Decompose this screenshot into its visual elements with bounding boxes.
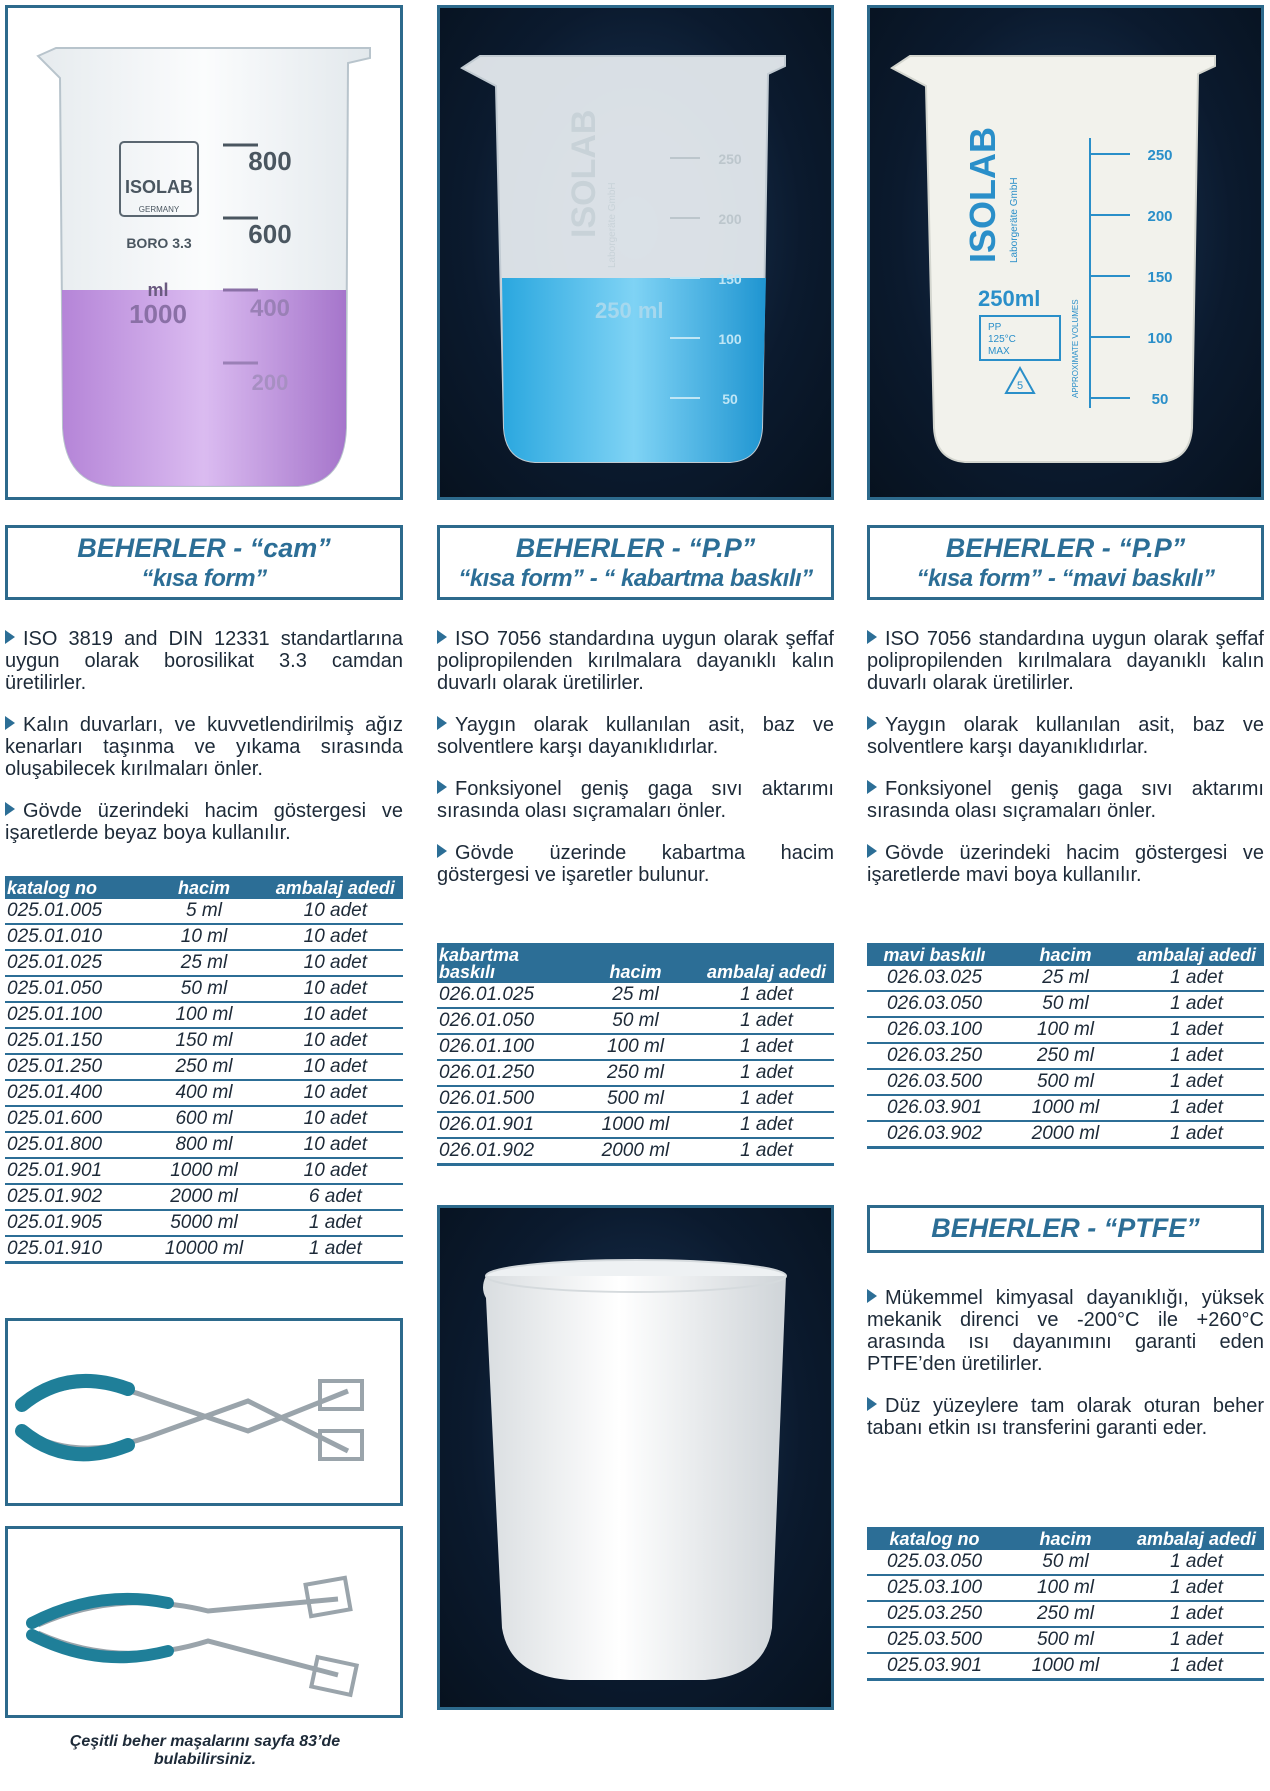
package-cell: 1 adet	[1129, 1043, 1264, 1069]
pp-blue-mark-50: 50	[1151, 391, 1169, 408]
catalog-cell: 025.01.100	[5, 1002, 140, 1028]
col-header-volume: hacim	[572, 943, 699, 983]
volume-cell: 100 ml	[572, 1034, 699, 1060]
volume-cell: 250 ml	[1002, 1043, 1129, 1069]
pp-mark-250: 250	[718, 151, 742, 167]
catalog-cell: 026.01.100	[437, 1034, 572, 1060]
bullet-item: ISO 7056 standardına uygun olarak şeffaf polipropilenden kırılmalara dayanıklı kalın duvarlı olarak üretilirler.	[867, 628, 1264, 694]
pp-blue-temp: 125°C	[988, 334, 1016, 345]
catalog-cell: 026.03.901	[867, 1095, 1002, 1121]
pp-blue-catalog-table	[867, 943, 1264, 1149]
bullet-item: Kalın duvarları, ve kuvvetlendirilmiş ağız kenarları taşınma ve yıkama sırasında oluşabilecek kırılmaları önler.	[5, 714, 403, 780]
table-row	[867, 1575, 1264, 1601]
arrow-icon	[5, 802, 15, 816]
package-cell: 1 adet	[1129, 1601, 1264, 1627]
ptfe-beaker-photo	[437, 1205, 834, 1710]
catalog-cell: 026.03.500	[867, 1069, 1002, 1095]
ptfe-title: BEHERLER - “PTFE”	[931, 1213, 1200, 1243]
catalog-cell: 026.01.250	[437, 1060, 572, 1086]
catalog-cell: 025.01.150	[5, 1028, 140, 1054]
table-row	[5, 924, 403, 950]
bullet-item: Gövde üzerinde kabartma hacim göstergesi ve işaretler bulunur.	[437, 842, 834, 886]
catalog-cell: 026.03.250	[867, 1043, 1002, 1069]
package-cell: 10 adet	[268, 950, 403, 976]
glass-beaker-illustration	[8, 8, 400, 497]
col-header-volume: hacim	[1002, 1527, 1129, 1550]
glass-beaker-catalog-table	[5, 876, 403, 1264]
package-cell: 1 adet	[699, 983, 834, 1008]
package-cell: 1 adet	[1129, 1575, 1264, 1601]
package-cell: 1 adet	[1129, 991, 1264, 1017]
beaker-tongs-photo-1	[5, 1318, 403, 1506]
bullet-item: Fonksiyonel geniş gaga sıvı aktarımı sırasında olası sıçramaları önler.	[437, 778, 834, 822]
catalog-cell: 026.01.500	[437, 1086, 572, 1112]
pp-blue-bullets	[867, 628, 1264, 906]
tongs-illustration	[8, 1529, 400, 1715]
arrow-icon	[867, 1397, 877, 1411]
package-cell: 1 adet	[1129, 1017, 1264, 1043]
volume-cell: 500 ml	[572, 1086, 699, 1112]
table-row	[437, 1086, 834, 1112]
table-row	[437, 1008, 834, 1034]
volume-cell: 150 ml	[140, 1028, 267, 1054]
volume-cell: 25 ml	[1002, 966, 1129, 991]
package-cell: 10 adet	[268, 1132, 403, 1158]
pp-blue-mark-100: 100	[1147, 330, 1173, 347]
arrow-icon	[437, 844, 447, 858]
catalog-cell: 026.01.050	[437, 1008, 572, 1034]
package-cell: 1 adet	[1129, 966, 1264, 991]
catalog-cell: 026.01.901	[437, 1112, 572, 1138]
ptfe-title-box	[867, 1205, 1264, 1253]
pp-blue-material: PP	[988, 322, 1002, 333]
package-cell: 1 adet	[699, 1138, 834, 1165]
table-row	[5, 1158, 403, 1184]
volume-cell: 10 ml	[140, 924, 267, 950]
package-cell: 1 adet	[1129, 1069, 1264, 1095]
catalog-cell: 026.03.025	[867, 966, 1002, 991]
table-row	[867, 991, 1264, 1017]
table-row	[5, 899, 403, 924]
tongs-reference-note: Çeşitli beher maşalarını sayfa 83’de bulabilirsiniz.	[69, 1733, 341, 1768]
package-cell: 10 adet	[268, 1158, 403, 1184]
volume-cell: 100 ml	[1002, 1575, 1129, 1601]
package-cell: 10 adet	[268, 1054, 403, 1080]
volume-cell: 100 ml	[140, 1002, 267, 1028]
package-cell: 10 adet	[268, 1080, 403, 1106]
table-row	[867, 1043, 1264, 1069]
volume-cell: 250 ml	[572, 1060, 699, 1086]
volume-cell: 500 ml	[1002, 1627, 1129, 1653]
table-header-row	[437, 943, 834, 983]
bullet-item: Gövde üzerindeki hacim göstergesi ve işaretlerde mavi boya kullanılır.	[867, 842, 1264, 886]
catalog-cell: 025.01.010	[5, 924, 140, 950]
table-row	[867, 966, 1264, 991]
package-cell: 1 adet	[699, 1008, 834, 1034]
arrow-icon	[867, 780, 877, 794]
pp-blue-print-beaker-photo	[867, 5, 1264, 500]
pp-blue-table-body	[867, 966, 1264, 1148]
catalog-cell: 025.03.250	[867, 1601, 1002, 1627]
volume-cell: 250 ml	[140, 1054, 267, 1080]
catalog-cell: 025.03.500	[867, 1627, 1002, 1653]
beaker-unit-text: ml	[147, 280, 169, 300]
arrow-icon	[867, 630, 877, 644]
table-row	[5, 1106, 403, 1132]
arrow-icon	[867, 1289, 877, 1303]
table-header-row	[867, 943, 1264, 966]
arrow-icon	[5, 716, 15, 730]
table-row	[5, 1054, 403, 1080]
volume-cell: 250 ml	[1002, 1601, 1129, 1627]
pp-blue-mark-250: 250	[1147, 147, 1173, 164]
glass-beaker-table-body	[5, 899, 403, 1263]
table-row	[5, 976, 403, 1002]
arrow-icon	[867, 844, 877, 858]
volume-cell: 5 ml	[140, 899, 267, 924]
arrow-icon	[437, 630, 447, 644]
catalog-cell: 026.03.050	[867, 991, 1002, 1017]
volume-cell: 1000 ml	[140, 1158, 267, 1184]
glass-beaker-title-box	[5, 525, 403, 600]
catalog-cell: 025.03.100	[867, 1575, 1002, 1601]
volume-cell: 50 ml	[1002, 1550, 1129, 1575]
arrow-icon	[437, 780, 447, 794]
package-cell: 10 adet	[268, 1002, 403, 1028]
volume-cell: 10000 ml	[140, 1236, 267, 1263]
volume-cell: 1000 ml	[572, 1112, 699, 1138]
package-cell: 1 adet	[1129, 1627, 1264, 1653]
catalog-cell: 025.01.902	[5, 1184, 140, 1210]
col-header-package: ambalaj adedi	[1129, 1527, 1264, 1550]
table-header-row	[5, 876, 403, 899]
package-cell: 1 adet	[699, 1060, 834, 1086]
catalog-cell: 026.03.100	[867, 1017, 1002, 1043]
beaker-brand-text: ISOLAB	[124, 177, 194, 197]
package-cell: 1 adet	[268, 1236, 403, 1263]
table-row	[437, 1138, 834, 1165]
pp-blue-max: MAX	[988, 346, 1010, 357]
bullet-item: Düz yüzeylere tam olarak oturan beher tabanı etkin ısı transferini garanti eder.	[867, 1395, 1264, 1439]
pp-blue-maker: Laborgeräte GmbH	[1009, 177, 1020, 263]
glass-beaker-bullets	[5, 628, 403, 864]
pp-blue-subtitle: “kısa form” - “mavi baskılı”	[916, 565, 1215, 592]
bullet-item: Mükemmel kimyasal dayanıklığı, yüksek mekanik direnci ve -200°C ile +260°C arasında ısı dayanımını garanti eden PTFE’den üretilirler.	[867, 1287, 1264, 1375]
pp-blue-capacity: 250ml	[978, 286, 1041, 311]
package-cell: 6 adet	[268, 1184, 403, 1210]
beaker-capacity-text: 1000	[129, 299, 187, 329]
table-row	[867, 1601, 1264, 1627]
table-row	[867, 1627, 1264, 1653]
package-cell: 10 adet	[268, 924, 403, 950]
pp-embossed-beaker-photo	[437, 5, 834, 500]
package-cell: 1 adet	[1129, 1653, 1264, 1680]
beaker-mark-800: 800	[248, 146, 292, 176]
volume-cell: 1000 ml	[1002, 1653, 1129, 1680]
beaker-mark-200: 200	[251, 370, 289, 395]
pp-blue-title: BEHERLER - “P.P”	[945, 533, 1186, 563]
catalog-cell: 026.01.902	[437, 1138, 572, 1165]
table-row	[5, 1132, 403, 1158]
beaker-material-text: BORO 3.3	[126, 235, 192, 251]
pp-beaker-maker: Laborgeräte GmbH	[607, 182, 618, 268]
col-header-volume: hacim	[1002, 943, 1129, 966]
beaker-mark-400: 400	[249, 295, 291, 322]
pp-blue-title-box	[867, 525, 1264, 600]
bullet-item: Yaygın olarak kullanılan asit, baz ve solventlere karşı dayanıklıdırlar.	[437, 714, 834, 758]
table-row	[5, 1184, 403, 1210]
volume-cell: 50 ml	[140, 976, 267, 1002]
table-row	[5, 1028, 403, 1054]
bullet-item: Fonksiyonel geniş gaga sıvı aktarımı sırasında olası sıçramaları önler.	[867, 778, 1264, 822]
pp-blue-mark-200: 200	[1147, 208, 1173, 225]
table-row	[867, 1121, 1264, 1148]
pp-embossed-catalog-table	[437, 943, 834, 1166]
table-row	[5, 1210, 403, 1236]
table-row	[867, 1550, 1264, 1575]
package-cell: 1 adet	[1129, 1095, 1264, 1121]
package-cell: 1 adet	[1129, 1121, 1264, 1148]
catalog-cell: 025.01.050	[5, 976, 140, 1002]
pp-mark-150: 150	[718, 271, 742, 287]
pp-blue-recycle: 5	[1016, 380, 1024, 392]
col-header-catalog: mavi baskılı	[867, 943, 1002, 966]
catalog-cell: 025.01.025	[5, 950, 140, 976]
package-cell: 1 adet	[1129, 1550, 1264, 1575]
catalog-cell: 025.01.250	[5, 1054, 140, 1080]
package-cell: 1 adet	[699, 1112, 834, 1138]
glass-beaker-title: BEHERLER - “cam”	[77, 533, 331, 563]
catalog-cell: 026.01.025	[437, 983, 572, 1008]
volume-cell: 1000 ml	[1002, 1095, 1129, 1121]
pp-mark-100: 100	[718, 331, 742, 347]
pp-embossed-table-body	[437, 983, 834, 1165]
pp-embossed-title-box	[437, 525, 834, 600]
table-row	[437, 1060, 834, 1086]
tongs-illustration	[8, 1321, 400, 1503]
table-row	[5, 1236, 403, 1263]
table-header-row	[867, 1527, 1264, 1550]
pp-blue-print-beaker-illustration	[870, 8, 1261, 497]
glass-beaker-photo	[5, 5, 403, 500]
ptfe-table-body	[867, 1550, 1264, 1680]
package-cell: 10 adet	[268, 899, 403, 924]
beaker-mark-600: 600	[248, 219, 292, 249]
pp-mark-200: 200	[718, 211, 742, 227]
col-header-catalog: kabartma baskılı	[437, 943, 572, 983]
arrow-icon	[867, 716, 877, 730]
bullet-item: ISO 3819 and DIN 12331 standartlarına uygun olarak borosilikat 3.3 camdan üretilirler.	[5, 628, 403, 694]
volume-cell: 50 ml	[1002, 991, 1129, 1017]
volume-cell: 800 ml	[140, 1132, 267, 1158]
ptfe-bullets	[867, 1287, 1264, 1459]
volume-cell: 25 ml	[572, 983, 699, 1008]
pp-beaker-capacity: 250 ml	[595, 298, 664, 323]
table-row	[5, 950, 403, 976]
volume-cell: 2000 ml	[572, 1138, 699, 1165]
table-row	[437, 983, 834, 1008]
col-header-package: ambalaj adedi	[1129, 943, 1264, 966]
volume-cell: 500 ml	[1002, 1069, 1129, 1095]
table-row	[437, 1112, 834, 1138]
ptfe-beaker-illustration	[440, 1208, 831, 1707]
catalog-cell: 025.01.901	[5, 1158, 140, 1184]
table-row	[867, 1017, 1264, 1043]
package-cell: 10 adet	[268, 1106, 403, 1132]
package-cell: 10 adet	[268, 976, 403, 1002]
table-row	[867, 1653, 1264, 1680]
catalog-cell: 025.01.600	[5, 1106, 140, 1132]
package-cell: 10 adet	[268, 1028, 403, 1054]
catalog-cell: 025.01.800	[5, 1132, 140, 1158]
catalog-cell: 025.03.901	[867, 1653, 1002, 1680]
volume-cell: 2000 ml	[1002, 1121, 1129, 1148]
arrow-icon	[437, 716, 447, 730]
catalog-cell: 025.03.050	[867, 1550, 1002, 1575]
volume-cell: 100 ml	[1002, 1017, 1129, 1043]
volume-cell: 600 ml	[140, 1106, 267, 1132]
volume-cell: 400 ml	[140, 1080, 267, 1106]
pp-blue-brand: ISOLAB	[962, 126, 1003, 263]
bullet-item: Gövde üzerindeki hacim göstergesi ve işaretlerde beyaz boya kullanılır.	[5, 800, 403, 844]
volume-cell: 5000 ml	[140, 1210, 267, 1236]
package-cell: 1 adet	[699, 1086, 834, 1112]
col-header-catalog: katalog no	[5, 876, 140, 899]
bullet-item: ISO 7056 standardına uygun olarak şeffaf polipropilenden kırılmalara dayanıklı kalın duvarlı olarak üretilirler.	[437, 628, 834, 694]
glass-beaker-subtitle: “kısa form”	[141, 565, 267, 592]
table-row	[867, 1095, 1264, 1121]
col-header-package: ambalaj adedi	[699, 943, 834, 983]
ptfe-catalog-table	[867, 1527, 1264, 1681]
pp-mark-50: 50	[722, 391, 738, 407]
catalog-cell: 025.01.910	[5, 1236, 140, 1263]
package-cell: 1 adet	[699, 1034, 834, 1060]
volume-cell: 25 ml	[140, 950, 267, 976]
table-row	[5, 1080, 403, 1106]
pp-beaker-brand: ISOLAB	[565, 109, 603, 238]
beaker-tongs-photo-2	[5, 1526, 403, 1718]
catalog-cell: 025.01.005	[5, 899, 140, 924]
table-row	[437, 1034, 834, 1060]
bullet-item: Yaygın olarak kullanılan asit, baz ve solventlere karşı dayanıklıdırlar.	[867, 714, 1264, 758]
table-row	[867, 1069, 1264, 1095]
pp-blue-vertical-text: APPROXIMATE VOLUMES	[1071, 299, 1080, 398]
arrow-icon	[5, 630, 15, 644]
pp-blue-mark-150: 150	[1147, 269, 1173, 286]
pp-embossed-subtitle: “kısa form” - “ kabartma baskılı”	[458, 565, 813, 592]
pp-embossed-bullets	[437, 628, 834, 906]
col-header-volume: hacim	[140, 876, 267, 899]
table-row	[5, 1002, 403, 1028]
package-cell: 1 adet	[268, 1210, 403, 1236]
catalog-cell: 026.03.902	[867, 1121, 1002, 1148]
col-header-catalog: katalog no	[867, 1527, 1002, 1550]
beaker-origin-text: GERMANY	[138, 205, 180, 214]
volume-cell: 50 ml	[572, 1008, 699, 1034]
catalog-cell: 025.01.400	[5, 1080, 140, 1106]
col-header-package: ambalaj adedi	[268, 876, 403, 899]
catalog-cell: 025.01.905	[5, 1210, 140, 1236]
pp-embossed-beaker-illustration	[440, 8, 831, 497]
pp-embossed-title: BEHERLER - “P.P”	[515, 533, 756, 563]
volume-cell: 2000 ml	[140, 1184, 267, 1210]
